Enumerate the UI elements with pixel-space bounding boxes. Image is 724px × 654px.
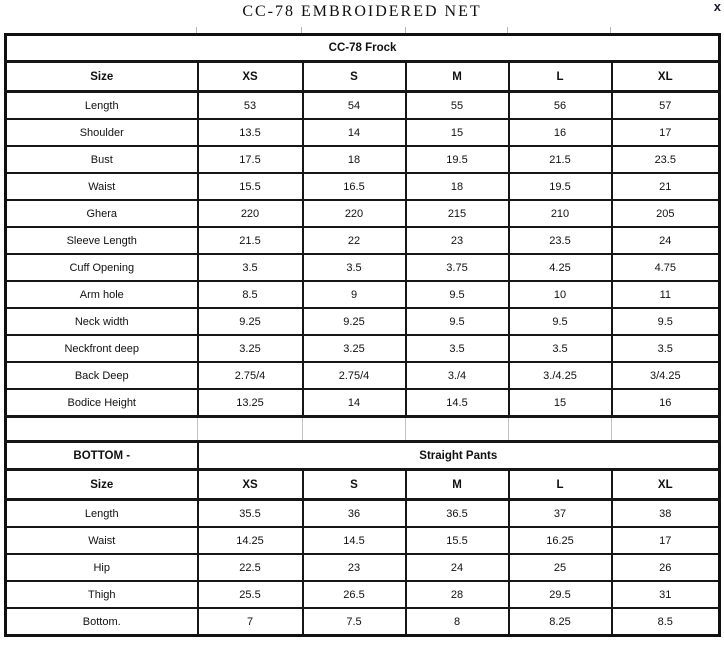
- measurement-value: 8.5: [612, 608, 720, 636]
- bottom-section-label: BOTTOM -: [6, 442, 198, 470]
- measurement-value: 17: [612, 527, 720, 554]
- size-col-header: L: [509, 470, 612, 500]
- measurement-value: 13.5: [198, 119, 303, 146]
- table-row: [6, 227, 720, 254]
- measurement-value: 37: [509, 500, 612, 528]
- size-col-header: S: [303, 470, 406, 500]
- table-row: [6, 362, 720, 389]
- measurement-label: Shoulder: [6, 119, 198, 146]
- measurement-value: 3.5: [303, 254, 406, 281]
- table-row: [6, 581, 720, 608]
- measurement-value: 22.5: [198, 554, 303, 581]
- measurement-value: 23: [303, 554, 406, 581]
- table-row: [6, 389, 720, 417]
- size-col-header: XS: [198, 62, 303, 92]
- measurement-value: 7.5: [303, 608, 406, 636]
- size-row-label: Size: [6, 62, 198, 92]
- size-chart-table: [4, 33, 721, 637]
- measurement-label: Bust: [6, 146, 198, 173]
- measurement-value: 25: [509, 554, 612, 581]
- bottom-table-title: Straight Pants: [198, 442, 720, 470]
- measurement-value: 16.5: [303, 173, 406, 200]
- size-col-header: M: [406, 470, 509, 500]
- measurement-value: 15: [406, 119, 509, 146]
- measurement-value: 28: [406, 581, 509, 608]
- spacer-cell: [198, 417, 303, 442]
- measurement-value: 2.75/4: [303, 362, 406, 389]
- measurement-value: 3.5: [612, 335, 720, 362]
- size-col-header: S: [303, 62, 406, 92]
- measurement-label: Neck width: [6, 308, 198, 335]
- measurement-value: 14.5: [303, 527, 406, 554]
- measurement-value: 2.75/4: [198, 362, 303, 389]
- table-row: [6, 146, 720, 173]
- measurement-value: 16: [612, 389, 720, 417]
- measurement-value: 215: [406, 200, 509, 227]
- measurement-value: 11: [612, 281, 720, 308]
- measurement-value: 25.5: [198, 581, 303, 608]
- measurement-value: 15: [509, 389, 612, 417]
- bottom-header-row: [6, 442, 720, 470]
- measurement-value: 15.5: [406, 527, 509, 554]
- measurement-value: 23.5: [612, 146, 720, 173]
- measurement-value: 14.25: [198, 527, 303, 554]
- measurement-value: 4.75: [612, 254, 720, 281]
- measurement-value: 57: [612, 92, 720, 120]
- measurement-value: 3.25: [303, 335, 406, 362]
- measurement-value: 26.5: [303, 581, 406, 608]
- measurement-value: 210: [509, 200, 612, 227]
- measurement-value: 9.25: [303, 308, 406, 335]
- measurement-label: Back Deep: [6, 362, 198, 389]
- measurement-value: 23.5: [509, 227, 612, 254]
- measurement-value: 17: [612, 119, 720, 146]
- measurement-value: 22: [303, 227, 406, 254]
- measurement-value: 9.5: [406, 281, 509, 308]
- measurement-label: Waist: [6, 173, 198, 200]
- frock-rows: [6, 92, 720, 417]
- table-row: [6, 554, 720, 581]
- size-col-header: XS: [198, 470, 303, 500]
- measurement-value: 19.5: [406, 146, 509, 173]
- measurement-label: Waist: [6, 527, 198, 554]
- measurement-value: 24: [612, 227, 720, 254]
- spacer-cell: [406, 417, 509, 442]
- size-col-header: XL: [612, 470, 720, 500]
- measurement-value: 38: [612, 500, 720, 528]
- measurement-value: 10: [509, 281, 612, 308]
- frock-size-header-row: [6, 62, 720, 92]
- table-row: [6, 254, 720, 281]
- page-title: CC-78 EMBROIDERED NET: [242, 3, 482, 20]
- measurement-value: 17.5: [198, 146, 303, 173]
- table-row: [6, 92, 720, 120]
- measurement-value: 56: [509, 92, 612, 120]
- measurement-value: 9.5: [612, 308, 720, 335]
- bottom-rows: [6, 500, 720, 636]
- measurement-value: 9.5: [509, 308, 612, 335]
- measurement-value: 55: [406, 92, 509, 120]
- measurement-value: 4.25: [509, 254, 612, 281]
- measurement-value: 21.5: [198, 227, 303, 254]
- table-row: [6, 308, 720, 335]
- measurement-value: 16.25: [509, 527, 612, 554]
- measurement-value: 26: [612, 554, 720, 581]
- measurement-value: 53: [198, 92, 303, 120]
- measurement-label: Bodice Height: [6, 389, 198, 417]
- measurement-value: 29.5: [509, 581, 612, 608]
- measurement-label: Thigh: [6, 581, 198, 608]
- measurement-value: 14.5: [406, 389, 509, 417]
- table-row: [6, 500, 720, 528]
- measurement-value: 31: [612, 581, 720, 608]
- measurement-value: 220: [198, 200, 303, 227]
- measurement-value: 9.25: [198, 308, 303, 335]
- measurement-value: 19.5: [509, 173, 612, 200]
- spacer-row: [6, 417, 720, 442]
- spacer-cell: [509, 417, 612, 442]
- measurement-value: 18: [303, 146, 406, 173]
- measurement-value: 21: [612, 173, 720, 200]
- measurement-value: 14: [303, 389, 406, 417]
- measurement-value: 35.5: [198, 500, 303, 528]
- measurement-value: 18: [406, 173, 509, 200]
- measurement-label: Hip: [6, 554, 198, 581]
- measurement-value: 3.25: [198, 335, 303, 362]
- table-row: [6, 173, 720, 200]
- measurement-label: Sleeve Length: [6, 227, 198, 254]
- measurement-value: 13.25: [198, 389, 303, 417]
- table-row: [6, 281, 720, 308]
- measurement-value: 21.5: [509, 146, 612, 173]
- measurement-value: 8: [406, 608, 509, 636]
- measurement-label: Length: [6, 92, 198, 120]
- table-row: [6, 608, 720, 636]
- measurement-value: 8.5: [198, 281, 303, 308]
- size-col-header: XL: [612, 62, 720, 92]
- size-col-header: M: [406, 62, 509, 92]
- measurement-value: 9: [303, 281, 406, 308]
- measurement-value: 14: [303, 119, 406, 146]
- measurement-label: Length: [6, 500, 198, 528]
- measurement-value: 3.5: [198, 254, 303, 281]
- bottom-size-header-row: [6, 470, 720, 500]
- frock-title-row: [6, 35, 720, 62]
- measurement-value: 3.5: [406, 335, 509, 362]
- measurement-value: 9.5: [406, 308, 509, 335]
- measurement-value: 24: [406, 554, 509, 581]
- table-row: [6, 335, 720, 362]
- spacer-cell: [303, 417, 406, 442]
- measurement-value: 220: [303, 200, 406, 227]
- frock-table-title: CC-78 Frock: [6, 35, 720, 62]
- measurement-label: Neckfront deep: [6, 335, 198, 362]
- frock-section: [6, 35, 720, 92]
- measurement-value: 23: [406, 227, 509, 254]
- measurement-value: 7: [198, 608, 303, 636]
- measurement-value: 205: [612, 200, 720, 227]
- measurement-label: Ghera: [6, 200, 198, 227]
- measurement-label: Cuff Opening: [6, 254, 198, 281]
- table-row: [6, 200, 720, 227]
- measurement-value: 3/4.25: [612, 362, 720, 389]
- size-col-header: L: [509, 62, 612, 92]
- measurement-value: 8.25: [509, 608, 612, 636]
- measurement-value: 3.75: [406, 254, 509, 281]
- measurement-label: Arm hole: [6, 281, 198, 308]
- measurement-value: 15.5: [198, 173, 303, 200]
- table-row: [6, 119, 720, 146]
- table-row: [6, 527, 720, 554]
- measurement-value: 3.5: [509, 335, 612, 362]
- measurement-value: 3./4: [406, 362, 509, 389]
- spacer-cell: [6, 417, 198, 442]
- bottom-section: [6, 417, 720, 500]
- size-row-label: Size: [6, 470, 198, 500]
- measurement-label: Bottom.: [6, 608, 198, 636]
- measurement-value: 36: [303, 500, 406, 528]
- measurement-value: 54: [303, 92, 406, 120]
- close-icon[interactable]: x: [713, 0, 721, 14]
- measurement-value: 3./4.25: [509, 362, 612, 389]
- measurement-value: 16: [509, 119, 612, 146]
- measurement-value: 36.5: [406, 500, 509, 528]
- spacer-cell: [612, 417, 720, 442]
